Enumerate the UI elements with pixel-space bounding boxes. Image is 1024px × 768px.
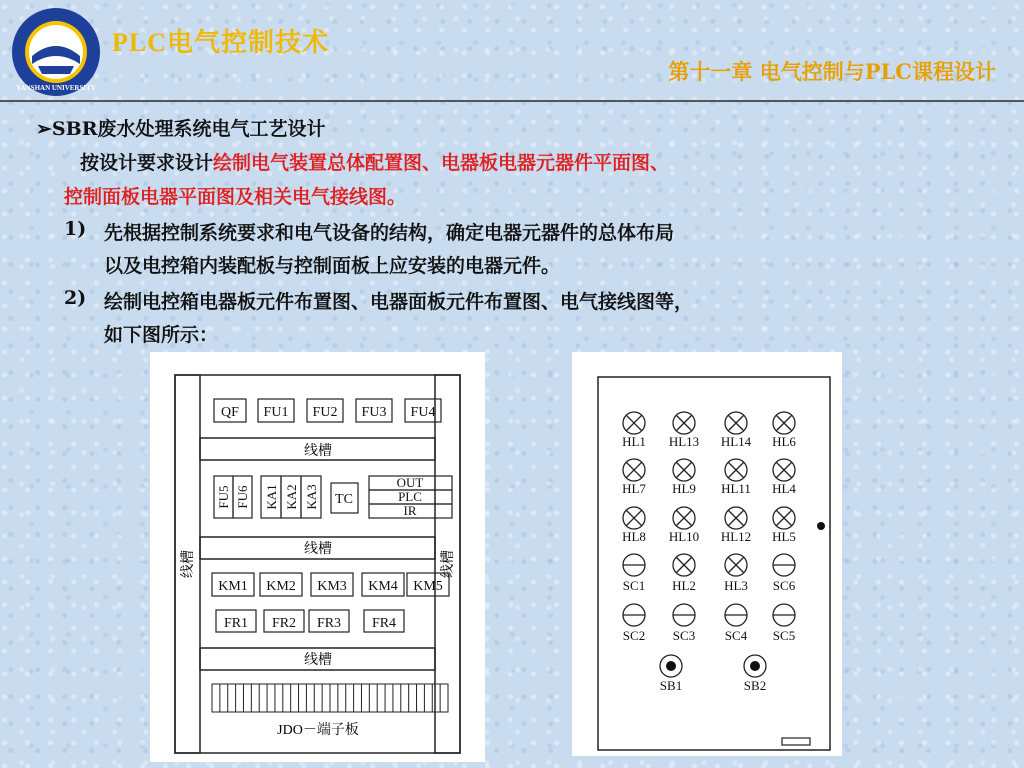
board-layout-svg	[150, 352, 485, 762]
label-sb2: SB2	[743, 678, 767, 693]
section-heading: ➢SBR废水处理系统电气工艺设计	[36, 118, 326, 140]
item-2-line-1: 绘制电控箱电器板元件布置图、电器面板元件布置图、电气接线图等，	[104, 291, 694, 313]
out-label: OUT	[396, 475, 424, 490]
button-sb1	[660, 655, 682, 677]
label-sc4: SC4	[724, 628, 748, 643]
panel-slot	[782, 738, 810, 745]
intro-line-1: 按设计要求设计绘制电气装置总体配置图、电器板电器元器件平面图、	[80, 152, 670, 174]
lamp-hl4	[773, 459, 795, 481]
duct-label-1: 线槽	[304, 444, 332, 459]
label-hl2: HL2	[672, 578, 696, 593]
label-hl11: HL11	[721, 481, 751, 496]
fr3-label: FR3	[316, 616, 342, 631]
selector-sc4	[725, 604, 747, 626]
fu4-label: FU4	[410, 405, 436, 420]
label-hl3: HL3	[724, 578, 748, 593]
label-hl4: HL4	[772, 481, 796, 496]
button-sb2	[744, 655, 766, 677]
label-hl10: HL10	[668, 529, 700, 544]
control-panel-diagram	[572, 352, 842, 756]
bullet-icon: ➢	[36, 118, 52, 140]
lamp-hl12	[725, 507, 747, 529]
label-hl12: HL12	[720, 529, 752, 544]
lamp-hl2	[673, 554, 695, 576]
label-sc6: SC6	[772, 578, 796, 593]
fu5-label: FU5	[216, 485, 231, 509]
label-sc3: SC3	[672, 628, 696, 643]
selector-sc3	[673, 604, 695, 626]
terminal-strip	[212, 684, 448, 712]
terminal-label: JDO－端子板	[277, 723, 359, 738]
tc-label: TC	[335, 492, 353, 507]
lamp-hl5	[773, 507, 795, 529]
logo-text: YANSHAN UNIVERSITY	[16, 84, 96, 92]
label-sb1: SB1	[659, 678, 683, 693]
fr2-label: FR2	[271, 616, 297, 631]
label-hl14: HL14	[720, 434, 752, 449]
duct-label-3: 线槽	[304, 653, 332, 668]
control-panel-svg	[572, 352, 842, 756]
item-2-line-2: 如下图所示：	[104, 324, 219, 346]
lamp-hl14	[725, 412, 747, 434]
side-duct-right: 线槽	[441, 550, 456, 578]
duct-label-2: 线槽	[304, 542, 332, 557]
item-1-line-1: 先根据控制系统要求和电气设备的结构，确定电器元器件的总体布局	[104, 222, 675, 244]
km3-label: KM3	[317, 579, 347, 594]
label-sc5: SC5	[772, 628, 796, 643]
selector-sc6	[773, 554, 795, 576]
label-hl1: HL1	[622, 434, 646, 449]
label-hl8: HL8	[622, 529, 646, 544]
km1-label: KM1	[218, 579, 248, 594]
qf-label: QF	[221, 405, 239, 420]
item-1-number: 1)	[64, 218, 87, 240]
label-hl7: HL7	[622, 481, 646, 496]
item-2-number: 2)	[64, 287, 87, 309]
lamp-hl8	[623, 507, 645, 529]
lamp-hl6	[773, 412, 795, 434]
plc-label: PLC	[398, 489, 422, 504]
fr4-label: FR4	[371, 616, 397, 631]
lamp-hl7	[623, 459, 645, 481]
selector-sc5	[773, 604, 795, 626]
label-sc2: SC2	[622, 628, 646, 643]
fr1-label: FR1	[223, 616, 249, 631]
app-title: PLC电气控制技术	[112, 28, 330, 57]
header-divider	[0, 100, 1024, 102]
item-1-line-2: 以及电控箱内装配板与控制面板上应安装的电器元件。	[104, 255, 561, 277]
label-hl13: HL13	[668, 434, 700, 449]
lamp-hl11	[725, 459, 747, 481]
label-hl6: HL6	[772, 434, 796, 449]
chapter-title: 第十一章 电气控制与PLC课程设计	[668, 59, 996, 84]
fu2-label: FU2	[312, 405, 338, 420]
lamp-hl1	[623, 412, 645, 434]
label-hl5: HL5	[772, 529, 796, 544]
board-layout-diagram	[150, 352, 485, 762]
ir-label: IR	[403, 503, 417, 518]
ka3-label: KA3	[304, 484, 319, 510]
lamp-hl13	[673, 412, 695, 434]
km4-label: KM4	[368, 579, 398, 594]
lamp-hl3	[725, 554, 747, 576]
university-logo	[10, 6, 102, 98]
ka1-label: KA1	[264, 484, 279, 510]
indicator-dot	[817, 522, 825, 530]
selector-sc1	[623, 554, 645, 576]
label-hl9: HL9	[672, 481, 696, 496]
lamp-hl10	[673, 507, 695, 529]
km2-label: KM2	[266, 579, 296, 594]
intro-line-2: 控制面板电器平面图及相关电气接线图。	[64, 186, 407, 208]
label-sc1: SC1	[622, 578, 646, 593]
fu1-label: FU1	[263, 405, 289, 420]
selector-sc2	[623, 604, 645, 626]
ka2-label: KA2	[284, 484, 299, 510]
fu6-label: FU6	[235, 485, 250, 509]
side-duct-left: 线槽	[181, 550, 196, 578]
km5-label: KM5	[413, 579, 443, 594]
fu3-label: FU3	[361, 405, 387, 420]
lamp-hl9	[673, 459, 695, 481]
